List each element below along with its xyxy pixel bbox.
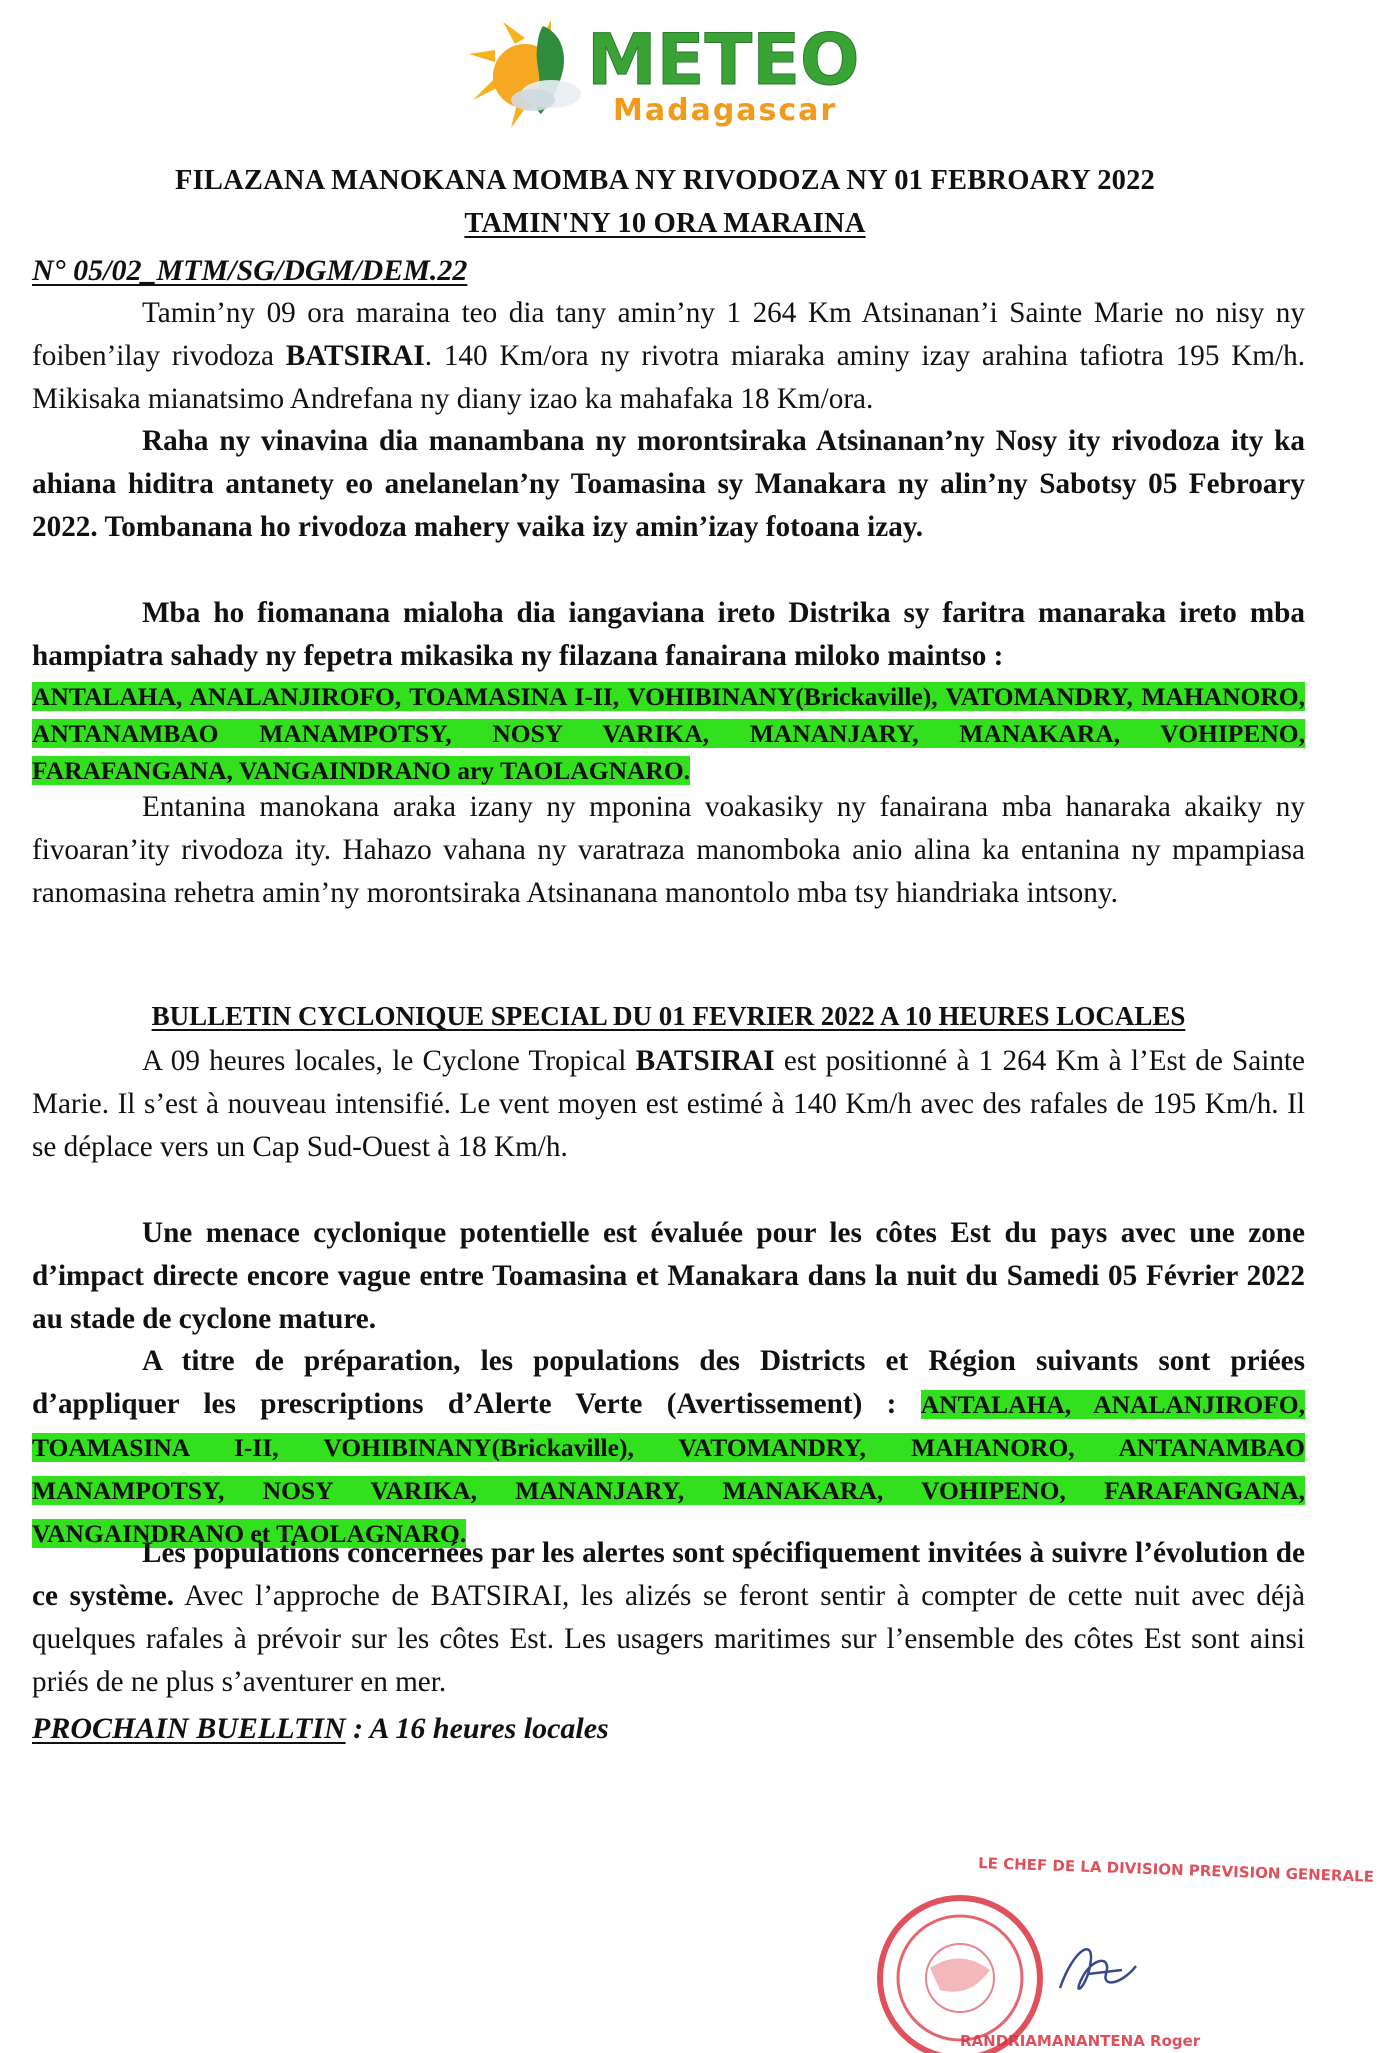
official-stamp-signature (860, 1838, 1375, 2050)
next-bulletin (32, 1712, 609, 1746)
mg-paragraph-4: Entanina manokana araka izany ny mponina voakasiky ny fanairana mba hanaraka akaiky ny fivoaran’ity rivodoza ity. Hahazo vahana ny varatraza manomboka anio alina ka entanina ny mpampiasa ranomasina rehetra amin’ny morontsiraka Atsinanana manontolo mba tsy hiandriaka intsony. (32, 791, 1305, 909)
mg-paragraph-3 (32, 592, 1305, 789)
stamp-icon (860, 1838, 1375, 2050)
fr-p4-text: Avec l’approche de BATSIRAI, les alizés se feront sentir à compter de cette nuit avec déjà quelques rafales à prévoir sur les côtes Est. Les usagers maritimes sur l’ensemble des côtes Est sont ainsi priés de ne plus s’aventurer en mer. (32, 1580, 1305, 1698)
reference-number (32, 254, 467, 288)
document-subtitle: TAMIN'NY 10 ORA MARAINA (464, 208, 866, 239)
mg-paragraph-2: Raha ny vinavina dia manambana ny morontsiraka Atsinanan’ny Nosy ity rivodoza ity ka ahiana hiditra antanety eo anelanelan’ny Toamasina sy Manakara ny alin’ny Sabotsy 05 Febroary 2022. Tombanana ho rivodoza mahery vaika izy amin’izay fotoana izay. (32, 425, 1305, 543)
fr-p4-bold: Les populations concernées par les alertes sont spécifiquement invitées à suivre l’évolution de ce système. (32, 1537, 1305, 1612)
fr-alert-district-list: ANTALAHA, ANALANJIROFO, TOAMASINA I-II, VOHIBINANY(Brickaville), VATOMANDRY, MAHANORO, ANTANAMBAO MANAMPOTSY, NOSY VARIKA, MANANJARY, MANAKARA, VOHIPENO, FARAFANGANA, VANGAINDRANO et TAOLAGNARO. (32, 1390, 1306, 1548)
meteo-madagascar-logo (455, 14, 875, 132)
mg-alert-district-list: ANTALAHA, ANALANJIROFO, TOAMASINA I-II, VOHIBINANY(Brickaville), VATOMANDRY, MAHANORO, ANTANAMBAO MANAMPOTSY, NOSY VARIKA, MANANJARY, MANAKARA, VOHIPENO, FARAFANGANA, VANGAINDRANO ary TAOLAGNARO. (32, 682, 1305, 785)
stamp-name: RANDRIAMANANTENA Roger (960, 2032, 1201, 2050)
mg-p1-text-a: Tamin’ny 09 ora maraina teo dia tany amin’ny 1 264 Km Atsinanan’i Sainte Marie no nisy ny foiben’ilay rivodoza (32, 297, 1305, 372)
next-bulletin-time: : A 16 heures locales (353, 1712, 609, 1745)
mg-paragraph-1 (32, 292, 1305, 421)
fr-p3-text: A titre de préparation, les populations des Districts et Région suivants sont priées d’appliquer les prescriptions d’Alerte Verte (Avertissement) : (32, 1345, 1305, 1420)
sun-cloud-madagascar-icon (455, 14, 875, 132)
document-title: FILAZANA MANOKANA MOMBA NY RIVODOZA NY 01 FEBROARY 2022 (174, 165, 1156, 196)
mg-cyclone-name: BATSIRAI (285, 340, 425, 372)
bulletin-heading: BULLETIN CYCLONIQUE SPECIAL DU 01 FEVRIER 2022 A 10 HEURES LOCALES (151, 1001, 1186, 1031)
mg-p3-text: Mba ho fiomanana mialoha dia iangaviana ireto Distrika sy faritra manaraka ireto mba hampiatra sahady ny fepetra mikasika ny filazana fanairana miloko maintso : (32, 597, 1305, 672)
fr-paragraph-1 (32, 1040, 1305, 1169)
fr-paragraph-2: Une menace cyclonique potentielle est évaluée pour les côtes Est du pays avec une zone d’impact directe encore vague entre Toamasina et Manakara dans la nuit du Samedi 05 Février 2022 au stade de cyclone mature. (32, 1217, 1305, 1335)
fr-paragraph-3 (32, 1340, 1305, 1555)
fr-p1-text-a: A 09 heures locales, le Cyclone Tropical (142, 1045, 636, 1077)
stamp-title: LE CHEF DE LA DIVISION PREVISION GENERALE (977, 1854, 1375, 1886)
mg-p1-text-b: . 140 Km/ora ny rivotra miaraka aminy izay arahina tafiotra 195 Km/h. Mikisaka mianatsimo Andrefana ny diany izao ka mahafaka 18 Km/ora. (32, 340, 1305, 415)
logo-sub-text: Madagascar (613, 93, 838, 128)
fr-p1-text-b: est positionné à 1 264 Km à l’Est de Sainte Marie. Il s’est à nouveau intensifié. Le vent moyen est estimé à 140 Km/h avec des rafales de 195 Km/h. Il se déplace vers un Cap Sud-Ouest à 18 Km/h. (32, 1045, 1305, 1163)
fr-cyclone-name: BATSIRAI (635, 1045, 775, 1077)
next-bulletin-label: PROCHAIN BUELLTIN (32, 1712, 346, 1745)
logo-main-text: METEO (587, 19, 860, 101)
reference-text: N° 05/02_MTM/SG/DGM/DEM.22 (32, 254, 468, 287)
signature-icon (1060, 1949, 1136, 1989)
fr-paragraph-4 (32, 1532, 1305, 1704)
